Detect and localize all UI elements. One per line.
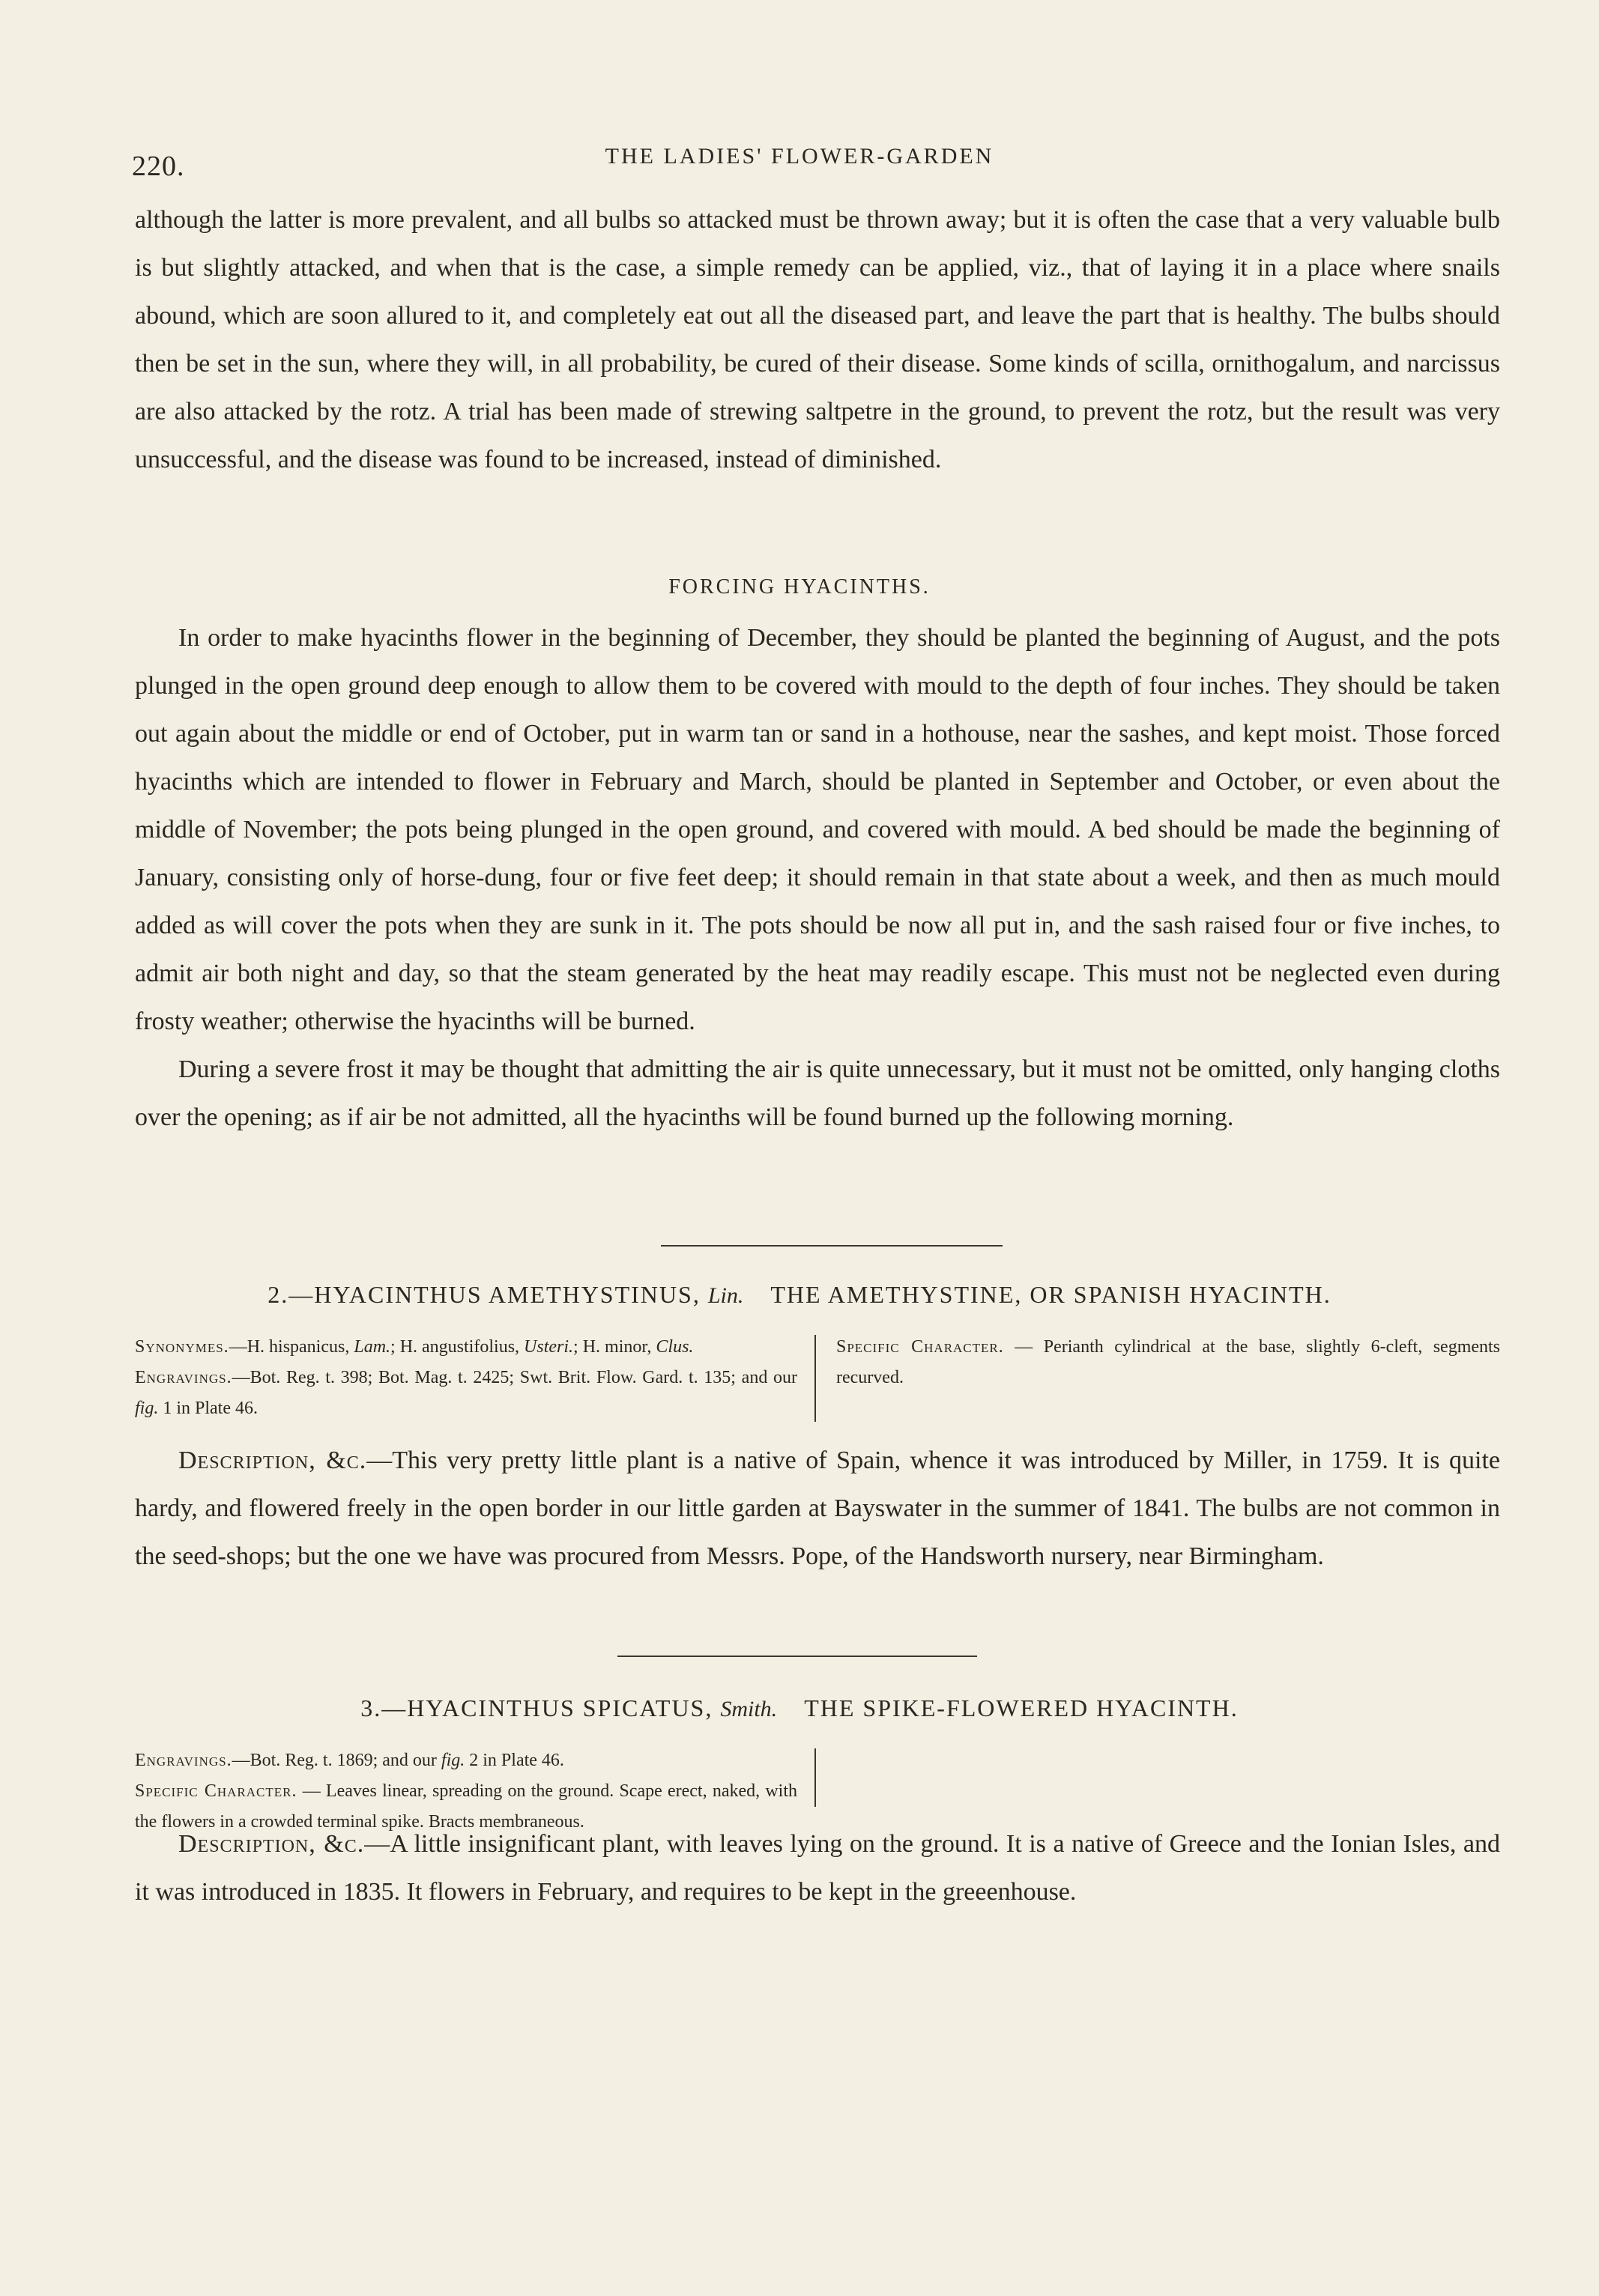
species-2-common-name: THE AMETHYSTINE, OR SPANISH HYACINTH. xyxy=(770,1281,1332,1308)
species-3-description xyxy=(135,1820,1500,1916)
forcing-paragraph-1: In order to make hyacinths flower in the beginning of December, they should be planted the beginning of August, and the pots plunged in the open ground deep enough to allow them to be covered with mould to the depth of four inches. They should be taken out again about the middle or end of October, put in warm tan or sand in a hothouse, near the sashes, and kept moist. Those forced hyacinths which are intended to flower in February and March, should be planted in September and October, or even about the middle of November; the pots being plunged in the open ground, and covered with mould. A bed should be made the beginning of January, consisting only of horse-dung, four or five feet deep; it should remain in that state about a week, and then as much mould added as will cover the pots when they are sunk in it. The pots should be now all put in, and the sash raised four or five inches, to admit air both night and day, so that the steam generated by the heat may readily escape. This must not be neglected even during frosty weather; otherwise the hyacinths will be burned. xyxy=(135,624,1500,1035)
species-3-latin-name: 3.—HYACINTHUS SPICATUS, xyxy=(360,1694,713,1721)
species-2-specific-character: Specific Character. — Perianth cylindrical at the base, slightly 6-cleft, segments recurved. xyxy=(836,1337,1501,1387)
species-2-description-label: Description, &c. xyxy=(178,1447,367,1474)
forcing-text xyxy=(135,614,1500,1142)
intro-text xyxy=(135,196,1500,484)
species-2-title xyxy=(0,1281,1599,1309)
species-3-specific xyxy=(135,1745,1500,1832)
species-2-synonymes: Synonymes.—H. hispanicus, Lam.; H. angustifolius, Usteri.; H. minor, Clus. xyxy=(135,1337,694,1357)
species-2-synopsis-left xyxy=(135,1332,797,1424)
species-3-engravings: Engravings.—Bot. Reg. t. 1869; and our fig. 2 in Plate 46. xyxy=(135,1751,564,1770)
section-rule xyxy=(661,1245,1003,1247)
species-3-specific-character: Specific Character. — Leaves linear, spreading on the ground. Scape erect, naked, with the flowers in a crowded terminal spike. Bracts membraneous. xyxy=(135,1781,798,1832)
species-2-description-text: —This very pretty little plant is a native of Spain, whence it was introduced by Miller, in 1759. It is quite hardy, and flowered freely in the open border in our little garden at Bayswater in the summer of 1841. The bulbs are not common in the seed-shops; but the one we have was procured from Messrs. Pope, of the Handsworth nursery, near Birmingham. xyxy=(135,1447,1501,1570)
species-2-synopsis-right xyxy=(836,1332,1500,1393)
species-2-engravings: Engravings.—Bot. Reg. t. 398; Bot. Mag. t. 2425; Swt. Brit. Flow. Gard. t. 135; and our fig. 1 in Plate 46. xyxy=(135,1368,797,1418)
page-number: 220. xyxy=(132,151,185,182)
intro-paragraph: although the latter is more prevalent, and all bulbs so attacked must be thrown away; but it is often the case that a very valuable bulb is but slightly attacked, and when that is the case, a simple remedy can be applied, viz., that of laying it in a place where snails abound, which are soon allured to it, and completely eat out all the diseased part, and leave the part that is healthy. The bulbs should then be set in the sun, where they will, in all probability, be cured of their disease. Some kinds of scilla, ornithogalum, and narcissus are also attacked by the rotz. A trial has been made of strewing saltpetre in the ground, to prevent the rotz, but the result was very unsuccessful, and the disease was found to be increased, instead of diminished. xyxy=(135,206,1500,473)
forcing-paragraph-2: During a severe frost it may be thought that admitting the air is quite unnecessary, but it must not be omitted, only hanging cloths over the opening; as if air be not admitted, all the hyacinths will be found burned up the following morning. xyxy=(135,1055,1500,1131)
running-title: THE LADIES' FLOWER-GARDEN xyxy=(605,144,994,169)
forcing-heading: FORCING HYACINTHS. xyxy=(668,575,931,599)
running-head xyxy=(0,135,1599,180)
species-3-title xyxy=(0,1694,1599,1722)
species-2-synopsis xyxy=(135,1332,1500,1425)
column-divider xyxy=(814,1335,816,1422)
section-rule-2 xyxy=(617,1656,977,1657)
species-3-author: Smith. xyxy=(720,1697,778,1721)
species-3-description-label: Description, &c. xyxy=(178,1830,365,1858)
species-3-description-text: —A little insignificant plant, with leaves lying on the ground. It is a native of Greece and the Ionian Isles, and it was introduced in 1835. It flowers in February, and requires to be kept in the greeenhouse. xyxy=(135,1830,1501,1906)
species-3-common-name: THE SPIKE-FLOWERED HYACINTH. xyxy=(804,1694,1239,1721)
species-2-latin-name: 2.—HYACINTHUS AMETHYSTINUS, xyxy=(267,1281,701,1308)
species-2-author: Lin. xyxy=(707,1283,744,1308)
species-2-description xyxy=(135,1437,1500,1581)
